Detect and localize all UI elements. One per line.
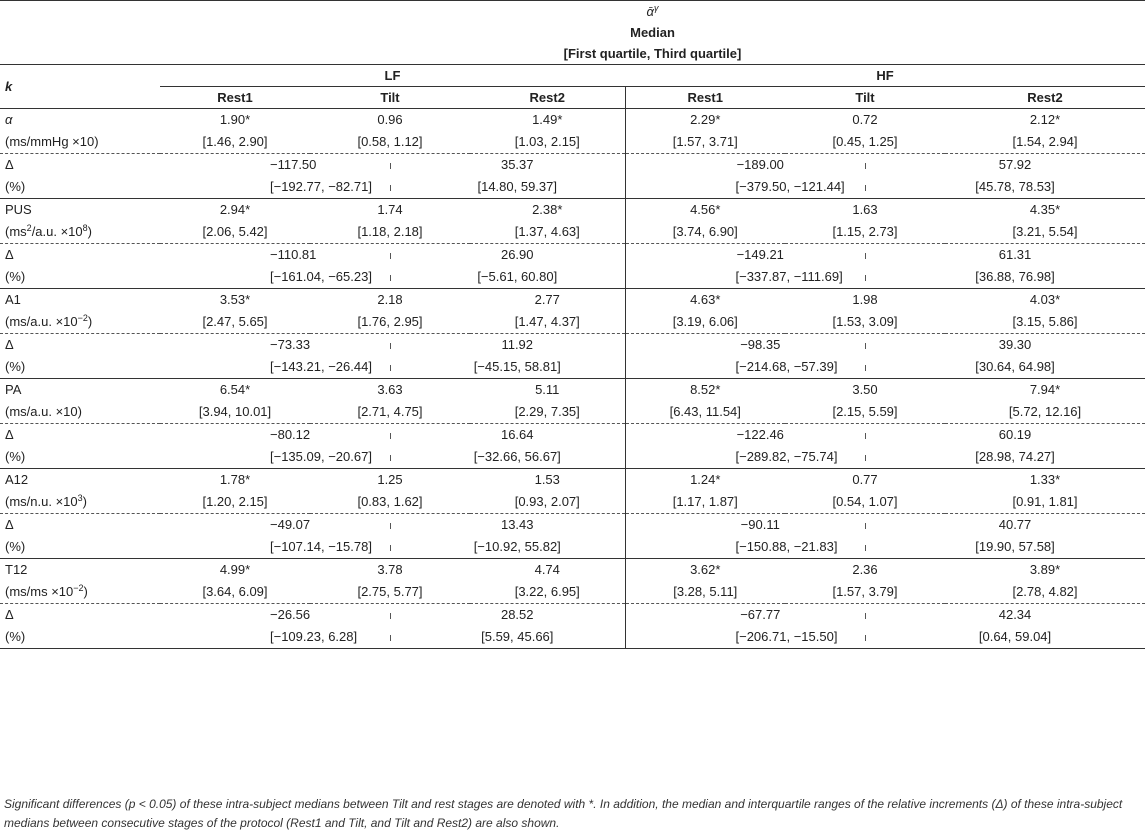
table-row bbox=[0, 469, 1145, 492]
row-label bbox=[0, 491, 160, 514]
cell-delta: [28.98, 74.27] bbox=[945, 446, 1145, 469]
row-label: Δ bbox=[5, 247, 14, 262]
cell-delta: 60.19 bbox=[998, 427, 1032, 442]
cell-delta: [−379.50, −121.44] bbox=[625, 176, 785, 199]
cell-delta: [−10.92, 55.82] bbox=[470, 536, 625, 559]
header-quartiles: [First quartile, Third quartile] bbox=[160, 43, 1145, 65]
table-row bbox=[0, 221, 1145, 244]
table-row bbox=[0, 266, 1145, 289]
tick-mark bbox=[390, 545, 391, 551]
cell-value: 3.53* bbox=[219, 292, 251, 307]
tilt-tick-cell bbox=[310, 424, 470, 447]
cell-value: 1.33* bbox=[1029, 472, 1061, 487]
cell-value: [0.45, 1.25] bbox=[785, 131, 945, 154]
cell-value: 3.89* bbox=[1029, 562, 1061, 577]
cell-value: [6.43, 11.54] bbox=[625, 401, 785, 424]
cell-delta: 13.43 bbox=[500, 517, 534, 532]
table-row bbox=[0, 379, 1145, 402]
row-label: A12 bbox=[5, 472, 29, 487]
cell-delta: [30.64, 64.98] bbox=[945, 356, 1145, 379]
cell-value: 1.24* bbox=[625, 469, 785, 492]
cell-delta: [0.64, 59.04] bbox=[945, 626, 1145, 649]
tilt-tick-cell bbox=[785, 154, 945, 177]
cell-value: [1.15, 2.73] bbox=[785, 221, 945, 244]
cell-value: [3.22, 6.95] bbox=[470, 581, 625, 604]
cell-value: [1.47, 4.37] bbox=[470, 311, 625, 334]
tick-mark bbox=[865, 253, 866, 259]
cell-delta: [−109.23, 6.28] bbox=[160, 626, 310, 649]
row-label: Δ bbox=[5, 607, 14, 622]
header-hf-tilt: Tilt bbox=[785, 87, 945, 109]
cell-value: 3.50 bbox=[852, 382, 878, 397]
header-k-empty bbox=[0, 1, 160, 23]
cell-value: [3.74, 6.90] bbox=[625, 221, 785, 244]
cell-value: 1.63 bbox=[852, 202, 878, 217]
tick-mark bbox=[390, 365, 391, 371]
unit-text: (ms bbox=[5, 224, 27, 239]
cell-value: [2.29, 7.35] bbox=[470, 401, 625, 424]
cell-delta: [−192.77, −82.71] bbox=[160, 176, 310, 199]
cell-value: [2.71, 4.75] bbox=[310, 401, 470, 424]
row-label: PUS bbox=[5, 202, 32, 217]
tick-mark bbox=[390, 253, 391, 259]
cell-value: [3.19, 6.06] bbox=[625, 311, 785, 334]
row-label: PA bbox=[5, 382, 22, 397]
unit-text: /a.u. ×10 bbox=[31, 224, 83, 239]
cell-value: [0.93, 2.07] bbox=[470, 491, 625, 514]
cell-value: 4.35* bbox=[1029, 202, 1061, 217]
header-hf-rest2: Rest2 bbox=[945, 87, 1145, 109]
tick-mark bbox=[865, 613, 866, 619]
row-label: (%) bbox=[0, 536, 160, 559]
cell-value: [1.18, 2.18] bbox=[310, 221, 470, 244]
tick-mark bbox=[865, 365, 866, 371]
tick-mark bbox=[390, 343, 391, 349]
row-label: (%) bbox=[0, 266, 160, 289]
cell-delta: 57.92 bbox=[998, 157, 1032, 172]
cell-delta: [5.59, 45.66] bbox=[470, 626, 625, 649]
cell-delta: −49.07 bbox=[270, 517, 311, 532]
header-hf: HF bbox=[625, 65, 1145, 87]
cell-delta: [45.78, 78.53] bbox=[945, 176, 1145, 199]
row-label: (%) bbox=[0, 446, 160, 469]
cell-value: [1.03, 2.15] bbox=[470, 131, 625, 154]
cell-value: [3.28, 5.11] bbox=[625, 581, 785, 604]
table-row bbox=[0, 581, 1145, 604]
tick-mark bbox=[390, 635, 391, 641]
cell-value: 0.96 bbox=[377, 112, 403, 127]
cell-delta: −117.50 bbox=[270, 157, 317, 172]
tilt-tick-cell bbox=[785, 514, 945, 537]
unit-exponent: −2 bbox=[77, 313, 88, 323]
table-row bbox=[0, 356, 1145, 379]
cell-value: 5.11 bbox=[535, 382, 560, 397]
cell-value: 4.99* bbox=[219, 562, 251, 577]
row-label: (%) bbox=[0, 176, 160, 199]
table-row bbox=[0, 401, 1145, 424]
header-lf: LF bbox=[160, 65, 625, 87]
cell-value: 0.72 bbox=[852, 112, 878, 127]
cell-value: 0.77 bbox=[852, 472, 878, 487]
cell-value: [1.57, 3.71] bbox=[625, 131, 785, 154]
table-row bbox=[0, 604, 1145, 627]
cell-delta: 39.30 bbox=[998, 337, 1032, 352]
cell-value: 2.36 bbox=[852, 562, 878, 577]
tilt-tick-cell bbox=[310, 154, 470, 177]
cell-value: [0.91, 1.81] bbox=[945, 491, 1145, 514]
cell-delta: −80.12 bbox=[270, 427, 311, 442]
table-row bbox=[0, 311, 1145, 334]
header-k: k bbox=[0, 65, 160, 109]
cell-delta: [−214.68, −57.39] bbox=[625, 356, 785, 379]
cell-value: 1.49* bbox=[532, 112, 563, 127]
cell-delta: −110.81 bbox=[270, 247, 317, 262]
row-label: (ms/a.u. ×10) bbox=[0, 401, 160, 424]
unit-exponent: 3 bbox=[77, 493, 83, 503]
cell-delta: [19.90, 57.58] bbox=[945, 536, 1145, 559]
cell-value: 4.03* bbox=[1029, 292, 1061, 307]
cell-value: [1.76, 2.95] bbox=[310, 311, 470, 334]
header-symbol bbox=[160, 1, 1145, 23]
cell-delta: 42.34 bbox=[998, 607, 1032, 622]
unit-exponent: 2 bbox=[26, 223, 32, 233]
cell-value: [1.37, 4.63] bbox=[470, 221, 625, 244]
table-row bbox=[0, 491, 1145, 514]
table-row bbox=[0, 199, 1145, 222]
cell-value: [2.15, 5.59] bbox=[785, 401, 945, 424]
cell-value: 2.94* bbox=[219, 202, 251, 217]
cell-value: 2.29* bbox=[625, 109, 785, 132]
cell-delta: [14.80, 59.37] bbox=[470, 176, 625, 199]
cell-value: [3.64, 6.09] bbox=[160, 581, 310, 604]
unit-exponent: 8 bbox=[82, 223, 88, 233]
row-label: Δ bbox=[5, 517, 14, 532]
cell-delta: −122.46 bbox=[625, 424, 785, 447]
row-label bbox=[0, 581, 160, 604]
row-label bbox=[0, 311, 160, 334]
cell-value: [3.94, 10.01] bbox=[160, 401, 310, 424]
cell-delta: −98.35 bbox=[625, 334, 785, 357]
cell-value: [2.06, 5.42] bbox=[160, 221, 310, 244]
table-row bbox=[0, 424, 1145, 447]
cell-value: 6.54* bbox=[219, 382, 251, 397]
cell-value: 1.90* bbox=[219, 112, 251, 127]
cell-delta: 26.90 bbox=[500, 247, 534, 262]
row-label: Δ bbox=[5, 157, 14, 172]
cell-value: 1.74 bbox=[377, 202, 403, 217]
tick-mark bbox=[390, 163, 391, 169]
tick-mark bbox=[865, 433, 866, 439]
tilt-tick-cell bbox=[785, 604, 945, 627]
tick-mark bbox=[865, 185, 866, 191]
cell-value: [2.75, 5.77] bbox=[310, 581, 470, 604]
cell-delta: [−143.21, −26.44] bbox=[160, 356, 310, 379]
row-label: Δ bbox=[5, 427, 14, 442]
unit-text: ) bbox=[83, 584, 88, 599]
cell-value: 2.12* bbox=[1029, 112, 1061, 127]
tick-mark bbox=[390, 455, 391, 461]
table-row bbox=[0, 626, 1145, 649]
tilt-tick-cell bbox=[785, 424, 945, 447]
cell-value: [0.83, 1.62] bbox=[310, 491, 470, 514]
cell-delta: [−289.82, −75.74] bbox=[625, 446, 785, 469]
header-lf-tilt: Tilt bbox=[310, 87, 470, 109]
cell-delta: −73.33 bbox=[270, 337, 311, 352]
cell-delta: [−107.14, −15.78] bbox=[160, 536, 310, 559]
header-lf-rest2: Rest2 bbox=[470, 87, 625, 109]
cell-value: [1.53, 3.09] bbox=[785, 311, 945, 334]
row-label bbox=[0, 221, 160, 244]
cell-value: [2.78, 4.82] bbox=[945, 581, 1145, 604]
cell-value: 4.63* bbox=[625, 289, 785, 312]
unit-text: (ms/a.u. ×10 bbox=[5, 314, 78, 329]
tick-mark bbox=[865, 455, 866, 461]
tick-mark bbox=[865, 523, 866, 529]
cell-value: [2.47, 5.65] bbox=[160, 311, 310, 334]
cell-delta: 35.37 bbox=[500, 157, 534, 172]
unit-text: (ms/ms ×10 bbox=[5, 584, 74, 599]
cell-value: [1.57, 3.79] bbox=[785, 581, 945, 604]
cell-value: 8.52* bbox=[625, 379, 785, 402]
cell-value: 4.74 bbox=[534, 562, 560, 577]
tick-mark bbox=[865, 343, 866, 349]
cell-delta: 61.31 bbox=[998, 247, 1032, 262]
cell-value: 3.62* bbox=[625, 559, 785, 582]
cell-delta: [−5.61, 60.80] bbox=[470, 266, 625, 289]
cell-delta: −149.21 bbox=[625, 244, 785, 267]
tick-mark bbox=[865, 545, 866, 551]
cell-delta: 28.52 bbox=[500, 607, 534, 622]
tick-mark bbox=[390, 185, 391, 191]
tick-mark bbox=[390, 523, 391, 529]
header-median: Median bbox=[630, 25, 675, 40]
tilt-tick-cell bbox=[310, 334, 470, 357]
tick-mark bbox=[390, 613, 391, 619]
cell-value: 7.94* bbox=[1029, 382, 1061, 397]
tilt-tick-cell bbox=[310, 244, 470, 267]
alpha-superscript: γ bbox=[653, 3, 659, 13]
cell-delta: 16.64 bbox=[500, 427, 534, 442]
cell-delta: [−32.66, 56.67] bbox=[470, 446, 625, 469]
alpha-bar-symbol: ᾱ bbox=[646, 4, 654, 19]
table-row bbox=[0, 109, 1145, 132]
cell-delta: [36.88, 76.98] bbox=[945, 266, 1145, 289]
unit-text: ) bbox=[87, 314, 93, 329]
cell-delta: −67.77 bbox=[625, 604, 785, 627]
cell-value: [3.21, 5.54] bbox=[945, 221, 1145, 244]
tick-mark bbox=[865, 635, 866, 641]
row-label: Δ bbox=[5, 337, 14, 352]
unit-exponent: −2 bbox=[73, 583, 84, 593]
row-label: T12 bbox=[5, 562, 28, 577]
cell-delta: −26.56 bbox=[270, 607, 311, 622]
tick-mark bbox=[390, 275, 391, 281]
cell-value: 1.78* bbox=[219, 472, 251, 487]
cell-value: [1.54, 2.94] bbox=[945, 131, 1145, 154]
row-label: (ms/mmHg ×10) bbox=[0, 131, 160, 154]
table-row bbox=[0, 334, 1145, 357]
table-row bbox=[0, 154, 1145, 177]
cell-value: [1.46, 2.90] bbox=[160, 131, 310, 154]
table-row bbox=[0, 244, 1145, 267]
cell-value: [5.72, 12.16] bbox=[945, 401, 1145, 424]
cell-delta: [−337.87, −111.69] bbox=[625, 266, 785, 289]
cell-value: [1.17, 1.87] bbox=[625, 491, 785, 514]
header-hf-rest1: Rest1 bbox=[625, 87, 785, 109]
row-label: (%) bbox=[0, 626, 160, 649]
cell-value: 4.56* bbox=[625, 199, 785, 222]
table-footnote: Significant differences (p < 0.05) of these intra-subject medians between Tilt and rest stages are denoted with *. In addition, the median and interquartile ranges of the relative increments (Δ) of these intra-subject medians between consecutive stages of the protocol (Rest1 and Tilt, and Tilt and Rest2) are also shown. bbox=[4, 797, 1123, 830]
cell-value: 3.78 bbox=[377, 562, 403, 577]
row-label: A1 bbox=[5, 292, 21, 307]
table-row bbox=[0, 446, 1145, 469]
cell-value: 1.53 bbox=[534, 472, 560, 487]
cell-value: 3.63 bbox=[377, 382, 403, 397]
table-row bbox=[0, 176, 1145, 199]
cell-value: 2.77 bbox=[534, 292, 560, 307]
cell-value: 1.98 bbox=[852, 292, 878, 307]
tick-mark bbox=[865, 163, 866, 169]
cell-value: [3.15, 5.86] bbox=[945, 311, 1145, 334]
cell-delta: −189.00 bbox=[625, 154, 785, 177]
row-label: α bbox=[5, 112, 13, 127]
unit-text: ) bbox=[87, 224, 93, 239]
cell-delta: [−161.04, −65.23] bbox=[160, 266, 310, 289]
cell-value: [1.20, 2.15] bbox=[160, 491, 310, 514]
cell-value: 2.18 bbox=[377, 292, 403, 307]
cell-value: 1.25 bbox=[377, 472, 403, 487]
table-row bbox=[0, 514, 1145, 537]
cell-delta: [−45.15, 58.81] bbox=[470, 356, 625, 379]
tick-mark bbox=[865, 275, 866, 281]
cell-value: [0.54, 1.07] bbox=[785, 491, 945, 514]
cell-delta: [−150.88, −21.83] bbox=[625, 536, 785, 559]
cell-delta: [−135.09, −20.67] bbox=[160, 446, 310, 469]
cell-delta: 11.92 bbox=[501, 337, 534, 352]
unit-text: (ms/n.u. ×10 bbox=[5, 494, 78, 509]
row-label: (%) bbox=[0, 356, 160, 379]
cell-delta: [−206.71, −15.50] bbox=[625, 626, 785, 649]
tilt-tick-cell bbox=[310, 514, 470, 537]
tick-mark bbox=[390, 433, 391, 439]
table-row bbox=[0, 536, 1145, 559]
cell-value: [0.58, 1.12] bbox=[310, 131, 470, 154]
tilt-tick-cell bbox=[785, 334, 945, 357]
table-row bbox=[0, 289, 1145, 312]
unit-text: ) bbox=[82, 494, 87, 509]
header-lf-rest1: Rest1 bbox=[160, 87, 310, 109]
table-row bbox=[0, 559, 1145, 582]
cell-value: 2.38* bbox=[532, 202, 563, 217]
tilt-tick-cell bbox=[310, 604, 470, 627]
cell-delta: −90.11 bbox=[625, 514, 785, 537]
cell-delta: 40.77 bbox=[998, 517, 1032, 532]
table-row bbox=[0, 131, 1145, 154]
tilt-tick-cell bbox=[785, 244, 945, 267]
